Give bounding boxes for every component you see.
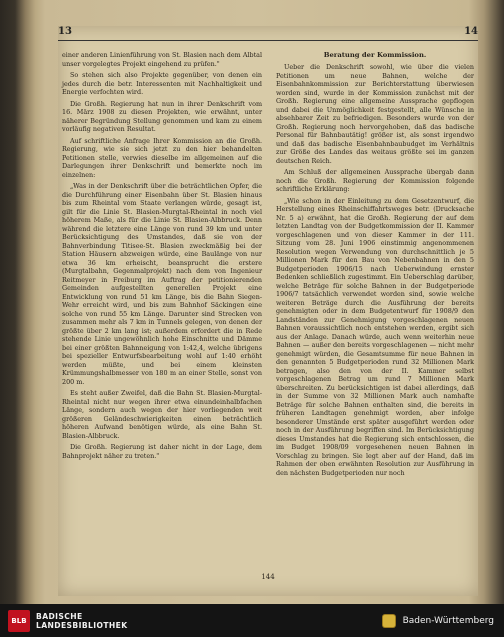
paragraph: Auf schriftliche Anfrage Ihrer Kommission an die Großh. Regierung, wie sie sich jetzt zu den hier behandelten Petitionen stelle, verwies dieselbe im allgemeinen auf die Darlegungen ihrer Denkschrift und bemerkte noch im einzelnen: (62, 136, 262, 179)
state-name: Baden-Württemberg (402, 615, 494, 626)
paragraph: Die Großh. Regierung hat nun in ihrer Denkschrift vom 16. März 1908 zu diesen Projekten, wie erwähnt, unter näherer Begründung Stellung genommen und kam zu einem vorläufig negativen Resultat. (62, 99, 262, 133)
right-text-column (276, 51, 474, 480)
paragraph: Ueber die Denkschrift sowohl, wie über die vielen Petitionen um neue Bahnen, welche der Eisenbahnkommission zur Berichterstattung überwiesen worden sind, wurde in der Kommission zunächst mit der Großh. Regierung eine allgemeine Aussprache gepflogen und dabei die Unmöglichkeit festgestellt, alle Wünsche in absehbarer Zeit zu befriedigen. Besonders wurde von der Großh. Regierung noch hervorgehoben, daß das badische Personal für Bahnbautätig! größer ist, als sonst irgendwo und daß das badische Eisenbahnbaubudget im Verhältnis zur Größe des Landes das weitaus größte sei im ganzen deutschen Reich. (276, 63, 474, 165)
paragraph: einer anderen Linienführung von St. Blasien nach dem Albtal unser vorgelegtes Projekt eingehend zu prüfen." (62, 51, 262, 68)
state-crest-icon (381, 613, 397, 629)
paragraph: „Wie schon in der Einleitung zu dem Gesetzentwurf, die Herstellung eines Rheinschiffahrtsweges betr. (Drucksache Nr. 5 a) erwähnt, hat die Großh. Regierung der auf dem letzten Landtag von der Budgetkommission der II. Kammer vorgeschlagenen und von dieser Kammer in der 111. Sitzung vom 28. Juni 1906 einstimmig angenommenen Resolution wegen Verwendung von durchschnittlich je 5 Millionen Mark für den Bau von Nebenbahnen in den 5 Budgetperioden 1906/15 nach Ueberwindung ernster Bedenken schließlich zugestimmt. Ein Ueberschlag darüber, welche Beträge für solche Bahnen in der Budgetperiode 1906/7 tatsächlich verwendet worden sind, sowie welche weiteren Beträge durch die Ausführung der bereits genehmigten oder in dem Budgetentwurf für 1908/9 den Landständen zur Genehmigung vorgeschlagenen neuen Bahnen voraussichtlich noch entstehen werden, ergibt sich aus der Anlage. Danach würde, auch wenn weiterhin neue Bahnen — außer den bereits vorgeschlagenen — nicht mehr genehmigt würden, die Gesamtsumme für neue Bahnen in den genannten 5 Budgetperioden rund 32 Millionen Mark betragen, also den von der II. Kammer selbst vorgeschlagenen Betrag um rund 7 Millionen Mark überschreiten. Zu berücksichtigen ist dabei allerdings, daß in der Summe von 32 Millionen Mark auch namhafte Beträge für solche Bahnen enthalten sind, die bereits in früheren Landtagen genehmigt worden, aber infolge besonderer Umstände erst später ausgeführt werden oder noch in der Ausführung begriffen sind. Im Berücksichtigung dieses Umstandes hat die Regierung sich entschlossen, die im Budget 1908/09 vorgesehenen neuen Bahnen in Vorschlag zu bringen. Sie legt aber auf der Hand, daß im Rahmen der oben erwähnten Resolution zur Ausführung in den nächsten Budgetperioden nur noch (276, 196, 474, 477)
institution-line-2: LANDESBIBLIOTHEK (36, 620, 128, 630)
right-page-number: 14 (464, 26, 478, 37)
left-text-column (62, 51, 262, 463)
institution-name[interactable] (36, 612, 128, 630)
section-heading: Beratung der Kommission. (323, 51, 427, 59)
paragraph: Am Schluß der allgemeinen Aussprache übergab dann noch die Großh. Regierung der Kommission folgende schriftliche Erklärung: (276, 168, 474, 193)
blb-logo-icon[interactable]: BLB (8, 610, 30, 632)
state-logo[interactable] (381, 613, 494, 629)
header-rule (58, 40, 478, 41)
bottom-page-number: 144 (261, 573, 275, 581)
left-page-number: 13 (58, 26, 72, 37)
viewer-footer-bar (0, 604, 504, 637)
paragraph: Die Großh. Regierung ist daher nicht in der Lage, dem Bahnprojekt näher zu treten." (62, 443, 262, 460)
paragraph: Es steht außer Zweifel, daß die Bahn St. Blasien-Murgtal-Rheintal nicht nur wegen ihrer etwa einundeinhalbfachen Länge, sondern auch wegen der hier vorliegenden weit größeren Geländeschwierigkeiten einen beträchtlich höheren Aufwand benötigen würde, als eine Bahn St. Blasien-Albbruck. (62, 389, 262, 440)
paragraph: So stehen sich also Projekte gegenüber, von denen ein jedes durch die betr. Interessenten mit Nachhaltigkeit und Energie verfochten wird. (62, 71, 262, 96)
institution-line-1: BADISCHE (36, 611, 83, 621)
paragraph: „Was in der Denkschrift über die beträchtlichen Opfer, die die Durchführung einer Eisenbahn über St. Blasien hinaus bis zum Rheintal vom Staate verlangen würde, gesagt ist, gilt für die Linie St. Blasien-Murgtal-Rheintal in noch viel höherem Maße, als für die Linie St. Blasien-Albbruck. Denn während die letztere eine Länge von rund 39 km und unter Berücksichtigung des Umstandes, daß sie von der Bahnverbindung Titisee-St. Blasien zweckmäßig bei der Station Häusern abzweigen würde, eine Baulänge von nur etwa 36 km erheischt, beansprucht die erstere (Murgtalbahn, Gegenmalprojekt) nach dem von Ingenieur Reitmeyer in Freiburg im Auftrag der petitionierenden Gemeinden aufgestellten generellen Projekt eine Entwicklung von rund 51 km Länge, bis die Bahn Siegen-Wehr erreicht wird, und bis zum Bahnhof Säckingen eine solche von rund 55 km Länge. Darunter sind Strecken von zusammen mehr als 7 km in Tunnels gelegen, von denen der größte über 2 km lang ist; außerdem erfordert die in Rede stehende Linie ungewöhnlich hohe Einschnitte und Dämme bei einer größten Bahnneigung von 1:42,4, welche übrigens bei spezieller Entwurfsbearbeitung wohl auf 1:40 erhöht werden müßte, und bei einem kleinsten Krümmungshalbmesser von 180 m an einer Stelle, sonst von 200 m. (62, 182, 262, 386)
book-page (58, 26, 478, 596)
